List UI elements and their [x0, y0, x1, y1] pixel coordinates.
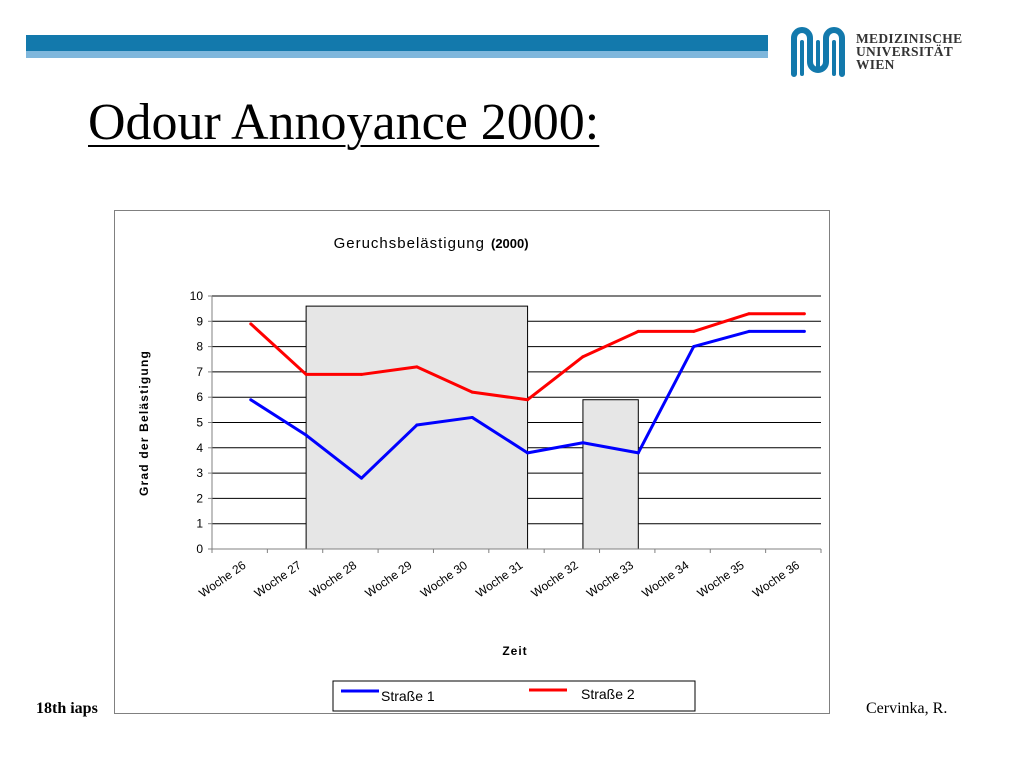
chart-title: Geruchsbelästigung — [333, 235, 485, 252]
slide-title: Odour Annoyance 2000: — [88, 94, 600, 151]
data-point-s1-2 — [305, 434, 308, 437]
x-tick-label-2: Woche 27 — [251, 557, 304, 601]
header-bar-dark — [26, 35, 768, 51]
data-point-s2-8 — [637, 330, 640, 333]
x-tick-label-10: Woche 35 — [694, 557, 747, 601]
x-tick-label-6: Woche 31 — [473, 557, 526, 601]
data-point-s1-5 — [471, 416, 474, 419]
legend — [333, 681, 695, 711]
x-tick-label-8: Woche 33 — [583, 557, 637, 601]
legend-label-strasse-2: Straße 2 — [581, 686, 635, 702]
y-tick-label-2: 2 — [196, 491, 203, 506]
x-tick-label-7: Woche 32 — [528, 557, 581, 601]
logo-line-3: WIEN — [856, 57, 895, 72]
data-point-s2-11 — [803, 312, 806, 315]
data-point-s1-1 — [249, 398, 252, 401]
y-tick-label-1: 1 — [196, 516, 203, 531]
legend-label-strasse-1: Straße 1 — [381, 688, 435, 704]
data-point-s2-2 — [305, 373, 308, 376]
data-point-s2-6 — [526, 398, 529, 401]
logo-mark-icon — [786, 24, 850, 84]
x-tick-label-11: Woche 36 — [750, 557, 803, 601]
x-tick-label-5: Woche 30 — [417, 557, 470, 601]
data-point-s2-4 — [415, 365, 418, 368]
shaded-region-2 — [583, 400, 638, 549]
chart-title-suffix: (2000) — [491, 236, 529, 251]
footer-author: Cervinka, R. — [866, 700, 948, 717]
university-logo — [786, 24, 998, 84]
data-point-s2-3 — [360, 373, 363, 376]
y-tick-label-4: 4 — [196, 440, 203, 455]
data-point-s1-4 — [415, 424, 418, 427]
data-point-s1-6 — [526, 451, 529, 454]
data-point-s1-9 — [692, 345, 695, 348]
y-tick-label-3: 3 — [196, 466, 203, 481]
data-point-s2-9 — [692, 330, 695, 333]
data-point-s1-7 — [581, 441, 584, 444]
x-tick-label-1: Woche 26 — [196, 557, 249, 601]
shaded-region-1 — [306, 306, 527, 549]
logo-line-1: MEDIZINISCHE — [856, 31, 963, 46]
data-point-s2-1 — [249, 322, 252, 325]
logo-line-2: UNIVERSITÄT — [856, 44, 954, 59]
header-bar-light — [26, 51, 768, 58]
data-point-s1-10 — [748, 330, 751, 333]
y-tick-label-7: 7 — [196, 364, 203, 379]
y-tick-label-6: 6 — [196, 390, 203, 405]
line-chart — [115, 211, 831, 715]
logo-text — [856, 32, 962, 71]
chart-frame — [114, 210, 830, 714]
x-axis-label: Zeit — [502, 644, 528, 658]
x-tick-label-9: Woche 34 — [639, 557, 692, 601]
x-tick-label-4: Woche 29 — [362, 557, 415, 601]
data-point-s2-10 — [748, 312, 751, 315]
data-point-s1-8 — [637, 451, 640, 454]
footer-conference: 18th iaps — [36, 700, 98, 717]
y-tick-label-10: 10 — [189, 289, 203, 303]
x-tick-label-3: Woche 28 — [307, 557, 360, 601]
y-axis-label: Grad der Belästigung — [137, 349, 151, 497]
y-tick-label-8: 8 — [196, 339, 203, 354]
data-point-s2-7 — [581, 355, 584, 358]
y-tick-label-9: 9 — [196, 314, 203, 329]
y-tick-label-5: 5 — [196, 415, 203, 430]
data-point-s1-11 — [803, 330, 806, 333]
data-point-s2-5 — [471, 391, 474, 394]
data-point-s1-3 — [360, 477, 363, 480]
y-tick-label-0: 0 — [196, 542, 203, 556]
